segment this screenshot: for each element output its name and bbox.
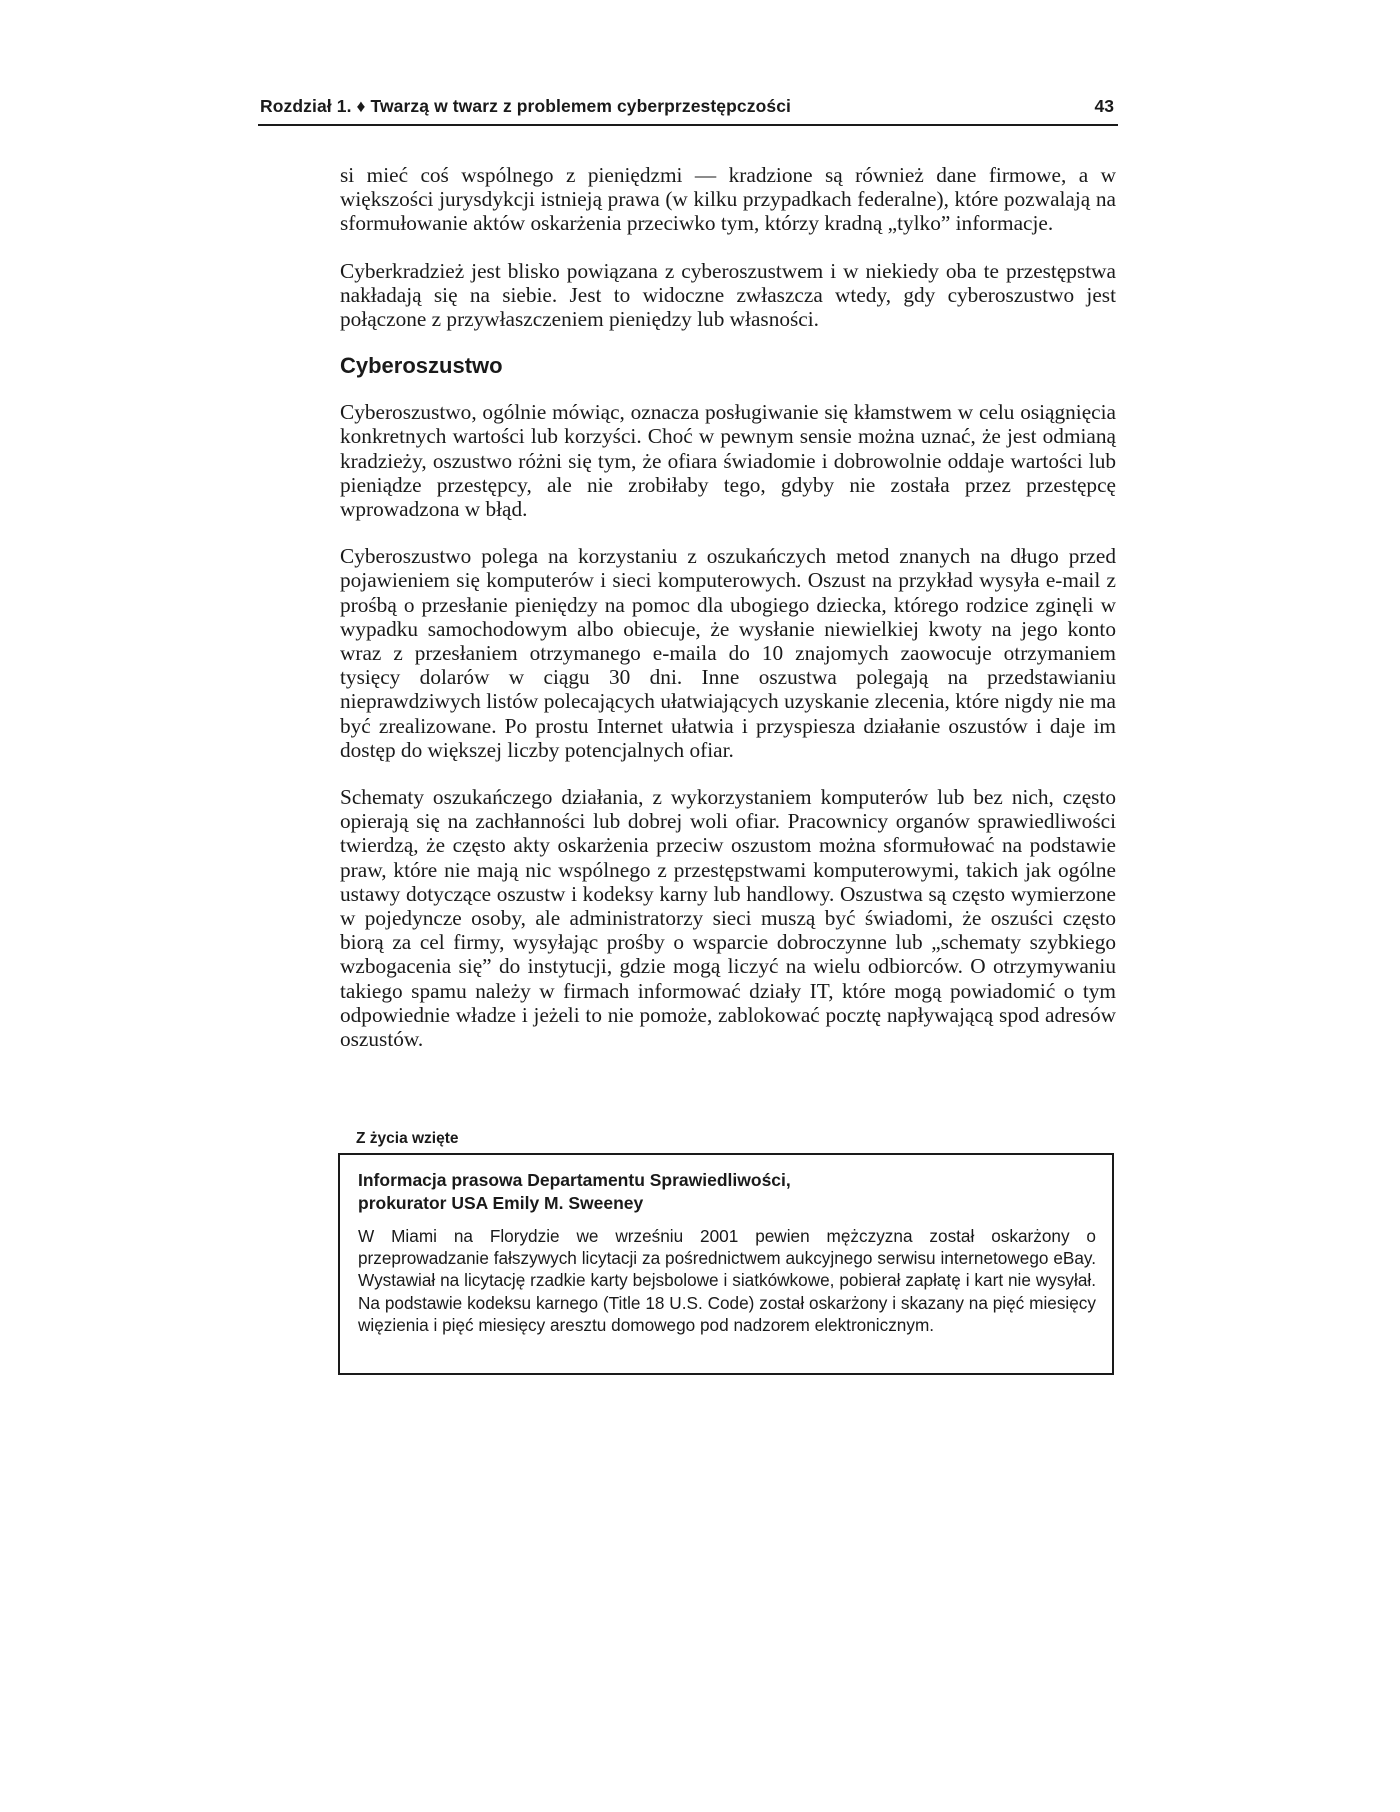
- sidebar-title-line: Informacja prasowa Departamentu Sprawiedliwości,: [358, 1170, 791, 1190]
- sidebar-box: [338, 1153, 1114, 1375]
- section-heading: Cyberoszustwo: [340, 353, 503, 379]
- chapter-title: Rozdział 1. ♦ Twarzą w twarz z problemem cyberprzestępczości: [260, 96, 792, 116]
- sidebar-label: Z życia wzięte: [356, 1130, 459, 1147]
- paragraph: si mieć coś wspólnego z pieniędzmi — kradzione są również dane firmowe, a w większości jurysdykcji istnieją prawa (w kilku przypadkach federalne), które pozwalają na sformułowanie aktów oskarżenia przeciwko tym, którzy kradną „tylko” informacje.: [340, 163, 1116, 236]
- sidebar-title: [358, 1169, 1098, 1215]
- page-number: 43: [1094, 96, 1114, 116]
- paragraph: Cyberoszustwo, ogólnie mówiąc, oznacza posługiwanie się kłamstwem w celu osiągnięcia konkretnych wartości lub korzyści. Choć w pewnym sensie można uznać, że jest odmianą kradzieży, oszustwo różni się tym, że ofiara świadomie i dobrowolnie oddaje wartości lub pieniądze przestępcy, ale nie zrobiłaby tego, gdyby nie została przez przestępcę wprowadzona w błąd.: [340, 400, 1116, 522]
- sidebar-title-line: prokurator USA Emily M. Sweeney: [358, 1193, 644, 1213]
- paragraph: Cyberkradzież jest blisko powiązana z cyberoszustwem i w niekiedy oba te przestępstwa nakładają się na siebie. Jest to widoczne zwłaszcza wtedy, gdy cyberoszustwo jest połączone z przywłaszczeniem pieniędzy lub własności.: [340, 258, 1116, 332]
- paragraph: Cyberoszustwo polega na korzystaniu z oszukańczych metod znanych na długo przed pojawieniem się komputerów i sieci komputerowych. Oszust na przykład wysyła e-mail z prośbą o przesłanie pieniędzy na pomoc dla ubogiego dziecka, którego rodzice zginęli w wypadku samochodowym albo obiecuje, że wysłanie niewielkiej kwoty na jego konto wraz z przesłaniem otrzymanego e-maila do 10 znajomych zaowocuje otrzymaniem tysięcy dolarów w ciągu 30 dni. Inne oszustwa polegają na przedstawianiu nieprawdziwych listów polecających ułatwiających uzyskanie zlecenia, które nigdy nie ma być zrealizowane. Po prostu Internet ułatwia i przyspiesza działanie oszustów i daje im dostęp do większej liczby potencjalnych ofiar.: [340, 544, 1116, 762]
- main-text: [340, 163, 1116, 1074]
- running-header: [258, 96, 1118, 126]
- sidebar-body: W Miami na Florydzie we wrześniu 2001 pewien mężczyzna został oskarżony o przeprowadzanie fałszywych licytacji za pośrednictwem aukcyjnego serwisu internetowego eBay. Wystawiał na licytację rzadkie karty bejsbolowe i siatkówkowe, pobierał zapłatę i kart nie wysyłał. Na podstawie kodeksu karnego (Title 18 U.S. Code) został oskarżony i skazany na pięć miesięcy więzienia i pięć miesięcy aresztu domowego pod nadzorem elektronicznym.: [358, 1226, 1096, 1335]
- paragraph: Schematy oszukańczego działania, z wykorzystaniem komputerów lub bez nich, często opierają się na zachłanności lub dobrej woli ofiar. Pracownicy organów sprawiedliwości twierdzą, że często akty oskarżenia przeciw oszustom można sformułować na podstawie praw, które nie mają nic wspólnego z przestępstwami komputerowymi, takich jak ogólne ustawy dotyczące oszustw i kodeksy karny lub handlowy. Oszustwa są często wymierzone w pojedyncze osoby, ale administratorzy sieci muszą być świadomi, że oszuści często biorą za cel firmy, wysyłając prośby o wsparcie dobroczynne lub „schematy szybkiego wzbogacenia się” do instytucji, gdzie mogą liczyć na wielu odbiorców. O otrzymywaniu takiego spamu należy w firmach informować działy IT, które mogą powiadomić o tym odpowiednie władze i jeżeli to nie pomoże, zablokować pocztę napływającą spod adresów oszustów.: [340, 785, 1116, 1052]
